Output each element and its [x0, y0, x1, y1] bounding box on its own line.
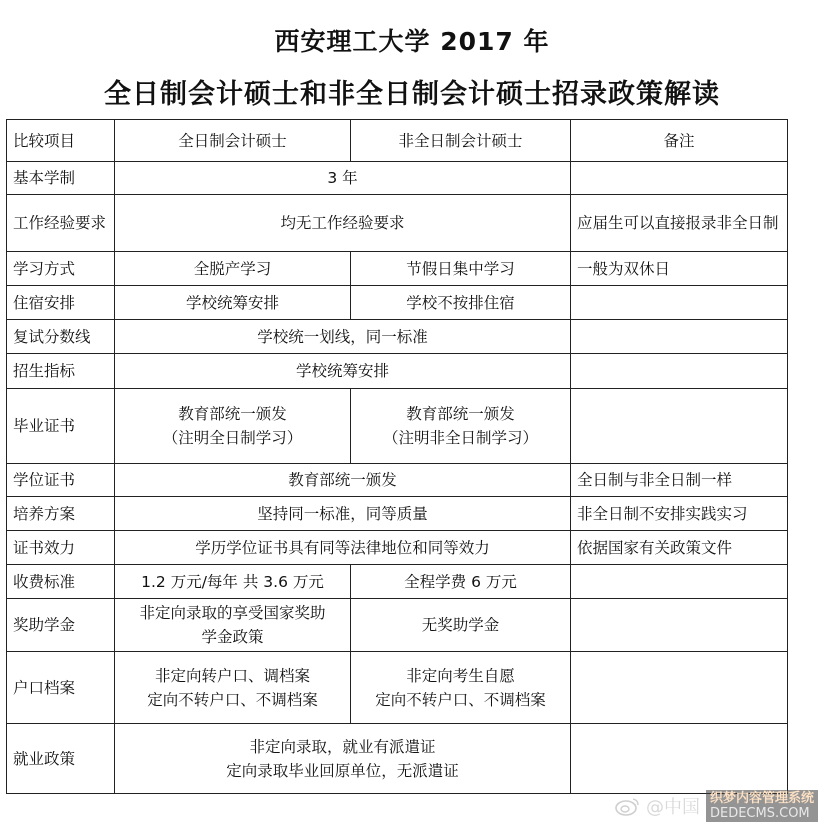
watermark-site-line-1: 织梦内容管理系统 [709, 791, 814, 806]
row-note: 非全日制不安排实践实习 [571, 497, 788, 531]
row-label: 就业政策 [7, 724, 115, 794]
row-part-time: 学校不按排住宿 [351, 286, 571, 320]
row-note: 应届生可以直接报录非全日制 [571, 195, 788, 252]
header-note: 备注 [571, 120, 788, 162]
cell-line: 定向不转户口、不调档案 [147, 690, 318, 709]
cell-line: 非定向考生自愿 [406, 666, 515, 685]
cell-line: （注明非全日制学习） [382, 429, 538, 447]
row-label: 基本学制 [7, 162, 115, 195]
row-note [571, 286, 788, 320]
row-note [571, 565, 788, 599]
row-note [571, 354, 788, 389]
row-note [571, 320, 788, 354]
row-full-time: 全脱产学习 [115, 252, 351, 286]
row-part-time: 节假日集中学习 [351, 252, 571, 286]
row-full-time [115, 652, 351, 724]
row-label: 奖助学金 [7, 599, 115, 652]
row-value [115, 724, 571, 794]
row-label: 学位证书 [7, 464, 115, 497]
row-full-time [115, 599, 351, 652]
row-value: 学校统筹安排 [115, 354, 571, 389]
cell-line: （注明全日制学习） [162, 429, 303, 447]
row-full-time [115, 389, 351, 464]
row-cert-validity [7, 531, 788, 565]
row-label: 复试分数线 [7, 320, 115, 354]
row-note [571, 724, 788, 794]
row-part-time: 无奖助学金 [351, 599, 571, 652]
row-label: 住宿安排 [7, 286, 115, 320]
row-label: 招生指标 [7, 354, 115, 389]
row-label: 毕业证书 [7, 389, 115, 464]
row-value: 均无工作经验要求 [115, 195, 571, 252]
row-fees [7, 565, 788, 599]
cell-line: 非定向转户口、调档案 [154, 666, 310, 685]
cell-line: 教育部统一颁发 [406, 405, 515, 423]
row-note: 一般为双休日 [571, 252, 788, 286]
row-note: 全日制与非全日制一样 [571, 464, 788, 497]
row-part-time [351, 389, 571, 464]
row-label: 学习方式 [7, 252, 115, 286]
row-value: 学校统一划线，同一标准 [115, 320, 571, 354]
watermark-site-line-2: DEDECMS.COM [709, 806, 810, 821]
row-housing [7, 286, 788, 320]
row-full-time: 1.2 万元/每年 共 3.6 万元 [115, 565, 351, 599]
row-note [571, 599, 788, 652]
row-hukou [7, 652, 788, 724]
watermark-weibo-text: @中国 [645, 797, 700, 818]
row-value: 坚持同一标准，同等质量 [115, 497, 571, 531]
row-label: 培养方案 [7, 497, 115, 531]
row-employment [7, 724, 788, 794]
cell-line: 定向不转户口、不调档案 [375, 690, 546, 709]
cell-line: 非定向录取的享受国家奖助 [139, 604, 326, 622]
watermark [614, 790, 818, 822]
row-part-time: 全程学费 6 万元 [351, 565, 571, 599]
row-label: 户口档案 [7, 652, 115, 724]
row-note [571, 389, 788, 464]
row-training [7, 497, 788, 531]
cell-line: 定向录取毕业回原单位，无派遣证 [226, 761, 459, 780]
row-retest-line [7, 320, 788, 354]
table-header-row [7, 120, 788, 162]
header-part-time: 非全日制会计硕士 [351, 120, 571, 162]
row-value: 教育部统一颁发 [115, 464, 571, 497]
row-quota [7, 354, 788, 389]
row-graduation-cert [7, 389, 788, 464]
cell-line: 教育部统一颁发 [178, 405, 287, 423]
comparison-table [6, 119, 788, 794]
cell-line: 学金政策 [201, 628, 264, 646]
title-line-1: 西安理工大学 2017 年 [274, 27, 550, 56]
row-full-time: 学校统筹安排 [115, 286, 351, 320]
row-study-mode [7, 252, 788, 286]
row-value: 3 年 [115, 162, 571, 195]
header-full-time: 全日制会计硕士 [115, 120, 351, 162]
header-item: 比较项目 [7, 120, 115, 162]
row-note: 依据国家有关政策文件 [571, 531, 788, 565]
row-scholarship [7, 599, 788, 652]
row-label: 工作经验要求 [7, 195, 115, 252]
row-note [571, 162, 788, 195]
cell-line: 非定向录取，就业有派遣证 [249, 737, 436, 756]
title-line-2: 全日制会计硕士和非全日制会计硕士招录政策解读 [104, 79, 720, 110]
weibo-icon [614, 796, 640, 816]
row-label: 证书效力 [7, 531, 115, 565]
watermark-site [706, 790, 818, 822]
row-experience [7, 195, 788, 252]
row-degree-cert [7, 464, 788, 497]
row-note [571, 652, 788, 724]
row-value: 学历学位证书具有同等法律地位和同等效力 [115, 531, 571, 565]
row-duration [7, 162, 788, 195]
row-label: 收费标准 [7, 565, 115, 599]
row-part-time [351, 652, 571, 724]
